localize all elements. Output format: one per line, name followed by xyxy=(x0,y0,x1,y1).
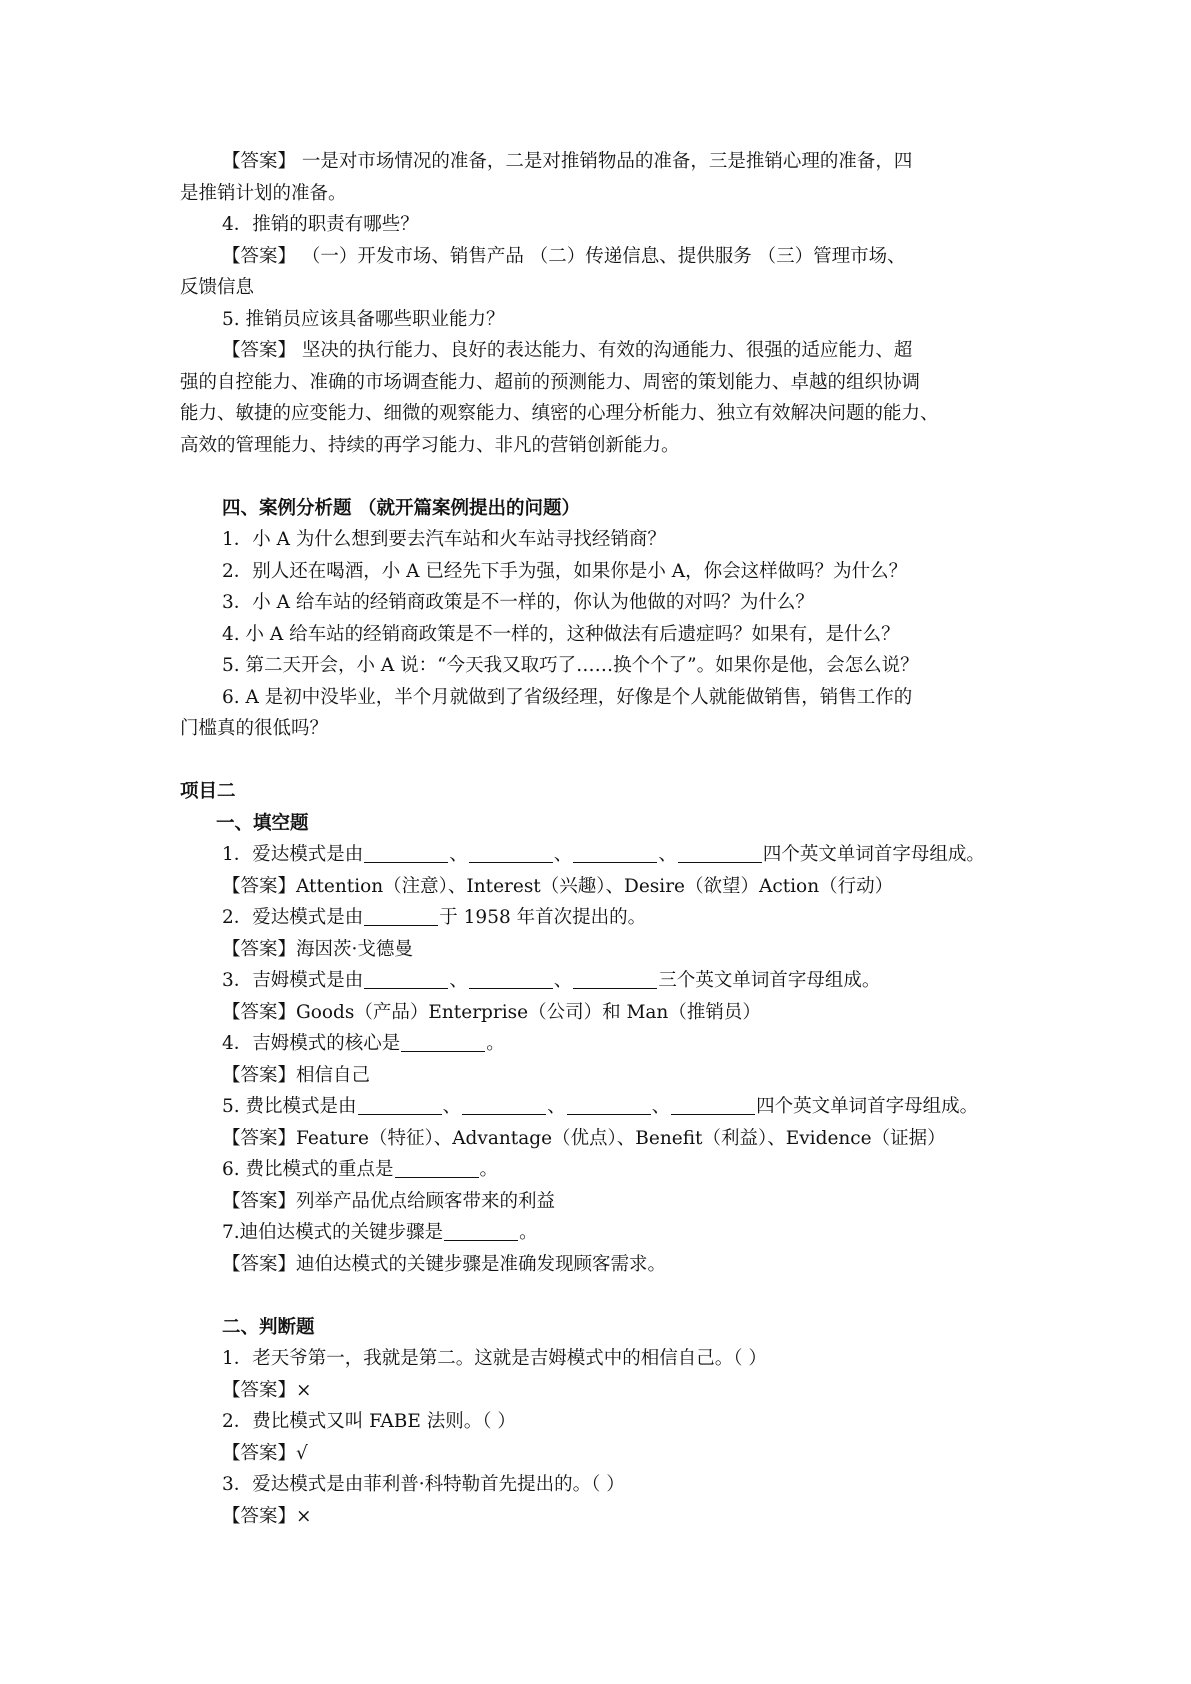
fill-answer-3: 【答案】Goods（产品）Enterprise（公司）和 Man（推销员） xyxy=(222,1001,761,1023)
fill-heading: 一、填空题 xyxy=(216,812,309,834)
answer-blank xyxy=(395,1176,479,1178)
fill-q3-suffix: 三个英文单词首字母组成。 xyxy=(658,970,881,991)
separator: 、 xyxy=(442,1096,462,1117)
answer-q4-line1: 【答案】 （一）开发市场、销售产品 （二）传递信息、提供服务 （三）管理市场、 xyxy=(222,245,906,267)
case-question-6-line1: 6. A 是初中没毕业，半个月就做到了省级经理，好像是个人就能做销售，销售工作的 xyxy=(222,686,913,708)
fill-answer-1: 【答案】Attention（注意）、Interest（兴趣）、Desire（欲望）Action（行动） xyxy=(222,875,894,897)
separator: 、 xyxy=(553,970,573,991)
answer-blank xyxy=(469,861,553,863)
separator: 、 xyxy=(449,970,468,991)
answer-blank xyxy=(364,861,448,863)
fill-q4-prefix: 4．吉姆模式的核心是 xyxy=(222,1033,401,1054)
answer-blank xyxy=(573,987,657,989)
fill-q5-prefix: 5. 费比模式是由 xyxy=(222,1096,357,1117)
fill-q1-suffix: 四个英文单词首字母组成。 xyxy=(762,844,985,865)
spacer xyxy=(180,745,1020,777)
separator: 、 xyxy=(553,844,573,865)
fill-question-6 xyxy=(180,1154,1020,1186)
answer-blank xyxy=(358,1113,442,1115)
fill-q7-prefix: 7.迪伯达模式的关键步骤是 xyxy=(222,1222,444,1243)
answer-q3-line1: 【答案】 一是对市场情况的准备，二是对推销物品的准备，三是推销心理的准备，四 xyxy=(222,151,913,172)
fill-answer-4: 【答案】相信自己 xyxy=(222,1064,371,1086)
case-question-1: 1．小 A 为什么想到要去汽车站和火车站寻找经销商？ xyxy=(222,529,666,550)
answer-blank xyxy=(462,1113,546,1115)
answer-blank xyxy=(573,861,657,863)
case-question-6-line2: 门槛真的很低吗？ xyxy=(180,718,329,739)
answer-q3-line2: 是推销计划的准备。 xyxy=(180,182,347,204)
fill-q7-suffix: 。 xyxy=(519,1222,538,1243)
answer-blank xyxy=(444,1239,518,1241)
document-content xyxy=(180,146,1020,1532)
fill-q2-prefix: 2．爱达模式是由 xyxy=(222,907,364,928)
case-question-5: 5. 第二天开会，小 A 说：“今天我又取巧了……换个个了”。如果你是他，会怎么说？ xyxy=(222,655,919,676)
answer-blank xyxy=(364,924,438,926)
fill-answer-5: 【答案】Feature（特征）、Advantage（优点）、Benefit（利益）、Evidence（证据） xyxy=(222,1127,946,1149)
judge-question-3: 3．爱达模式是由菲利普·科特勒首先提出的。（ ） xyxy=(222,1474,625,1495)
answer-blank xyxy=(469,987,553,989)
project2-title: 项目二 xyxy=(180,781,236,802)
fill-question-2 xyxy=(180,902,1020,934)
answer-q5-line4: 高效的管理能力、持续的再学习能力、非凡的营销创新能力。 xyxy=(180,434,680,456)
answer-blank xyxy=(364,987,448,989)
question-q5: 5. 推销员应该具备哪些职业能力？ xyxy=(222,308,505,330)
judge-question-2: 2．费比模式又叫 FABE 法则。（ ） xyxy=(222,1411,516,1432)
answer-blank xyxy=(678,861,762,863)
fill-answer-2: 【答案】海因茨·戈德曼 xyxy=(222,938,413,960)
answer-q5-line3: 能力、敏捷的应变能力、细微的观察能力、缜密的心理分析能力、独立有效解决问题的能力、 xyxy=(180,403,939,424)
spacer xyxy=(180,1280,1020,1312)
judge-question-1: 1．老天爷第一，我就是第二。这就是吉姆模式中的相信自己。（ ） xyxy=(222,1348,767,1369)
judge-answer-2: 【答案】√ xyxy=(222,1442,308,1464)
fill-answer-6: 【答案】列举产品优点给顾客带来的利益 xyxy=(222,1190,556,1212)
fill-q4-suffix: 。 xyxy=(486,1033,505,1054)
case-question-2: 2．别人还在喝酒，小 A 已经先下手为强，如果你是小 A，你会这样做吗？为什么？ xyxy=(222,560,908,582)
answer-blank xyxy=(671,1113,755,1115)
section4-heading: 四、案例分析题 （就开篇案例提出的问题） xyxy=(222,497,580,519)
answer-q5-line2: 强的自控能力、准确的市场调查能力、超前的预测能力、周密的策划能力、卓越的组织协调 xyxy=(180,371,921,393)
answer-blank xyxy=(567,1113,651,1115)
separator: 、 xyxy=(658,844,677,865)
judge-answer-1: 【答案】× xyxy=(222,1379,312,1401)
separator: 、 xyxy=(449,844,468,865)
answer-blank xyxy=(401,1050,485,1052)
fill-question-7 xyxy=(180,1217,1020,1249)
judge-answer-3: 【答案】× xyxy=(222,1505,312,1527)
fill-q6-prefix: 6. 费比模式的重点是 xyxy=(222,1159,394,1180)
case-question-4: 4. 小 A 给车站的经销商政策是不一样的，这种做法有后遗症吗？如果有，是什么？ xyxy=(222,623,900,645)
fill-q2-suffix: 于 1958 年首次提出的。 xyxy=(439,907,647,928)
judge-heading: 二、判断题 xyxy=(222,1316,315,1338)
spacer xyxy=(180,461,1020,493)
fill-question-5 xyxy=(180,1091,1020,1123)
answer-q5-line1: 【答案】 坚决的执行能力、良好的表达能力、有效的沟通能力、很强的适应能力、超 xyxy=(222,340,913,361)
fill-q5-suffix: 四个英文单词首字母组成。 xyxy=(756,1096,979,1117)
case-question-3: 3．小 A 给车站的经销商政策是不一样的，你认为他做的对吗？为什么？ xyxy=(222,592,814,613)
separator: 、 xyxy=(547,1096,566,1117)
fill-question-1 xyxy=(180,839,1020,871)
separator: 、 xyxy=(651,1096,671,1117)
fill-question-3 xyxy=(180,965,1020,997)
fill-answer-7: 【答案】迪伯达模式的关键步骤是准确发现顾客需求。 xyxy=(222,1253,667,1275)
fill-q6-suffix: 。 xyxy=(479,1159,499,1180)
fill-q1-prefix: 1．爱达模式是由 xyxy=(222,844,364,865)
fill-question-4 xyxy=(180,1028,1020,1060)
question-q4: 4．推销的职责有哪些？ xyxy=(222,214,419,235)
answer-q4-line2: 反馈信息 xyxy=(180,277,255,298)
fill-q3-prefix: 3．吉姆模式是由 xyxy=(222,970,364,991)
